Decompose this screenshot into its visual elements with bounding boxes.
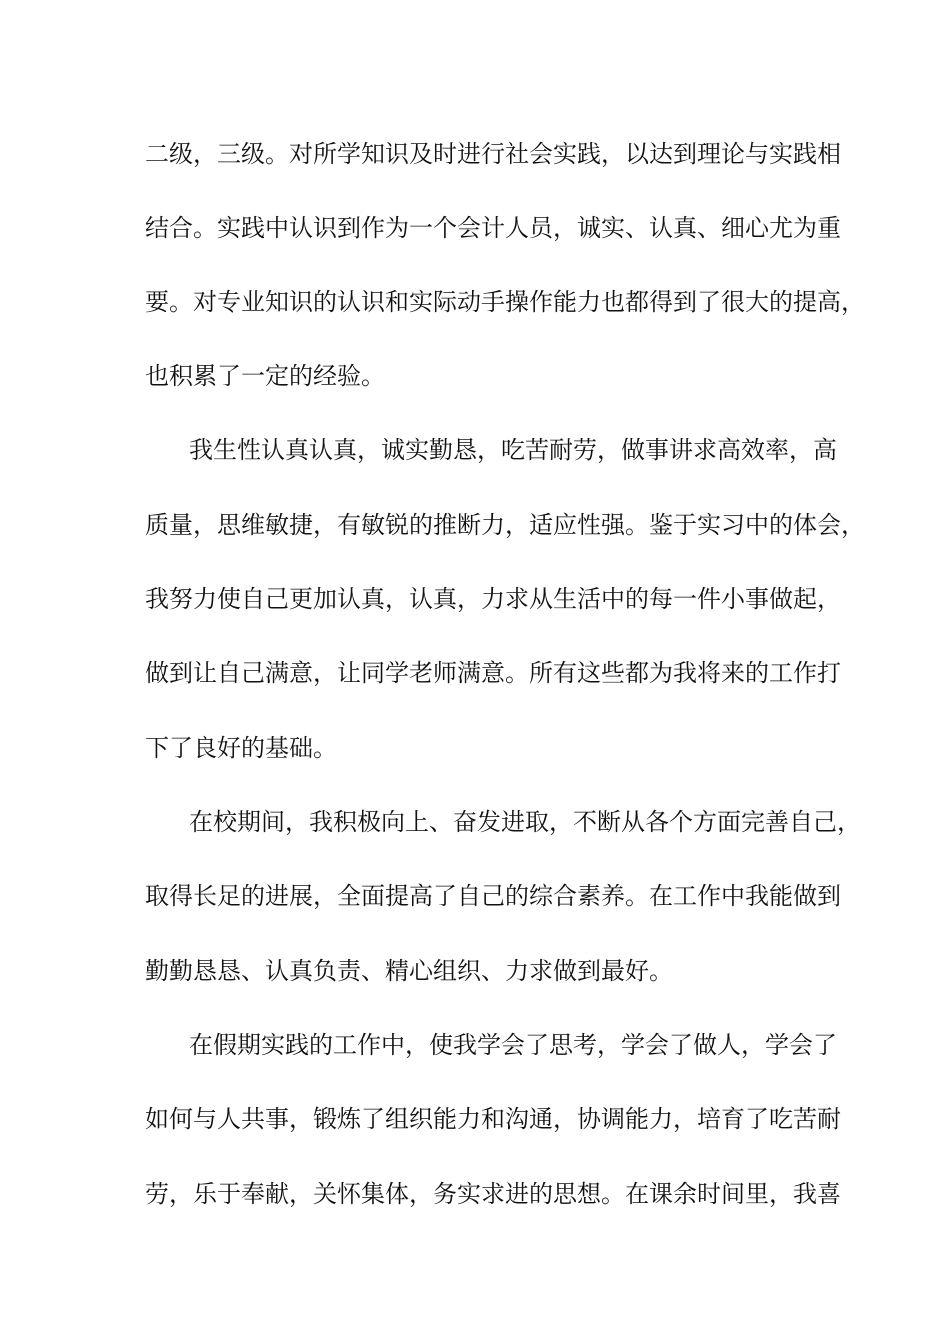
paragraph-first-line: 在假期实践的工作中，使我学会了思考，学会了做人，学会了 <box>189 1031 837 1059</box>
text-line: 要。对专业知识的认识和实际动手操作能力也都得到了很大的提高， <box>145 288 865 316</box>
text-line: 劳，乐于奉献，关怀集体，务实求进的思想。在课余时间里，我喜 <box>145 1180 841 1208</box>
paragraph-first-line: 我生性认真认真，诚实勤恳，吃苦耐劳，做事讲求高效率，高 <box>189 436 837 464</box>
text-line: 下了良好的基础。 <box>145 734 337 762</box>
text-line: 也积累了一定的经验。 <box>145 362 385 390</box>
text-line: 取得长足的进展，全面提高了自己的综合素养。在工作中我能做到 <box>145 882 841 910</box>
text-line: 如何与人共事，锻炼了组织能力和沟通，协调能力，培育了吃苦耐 <box>145 1105 841 1133</box>
text-line: 质量，思维敏捷，有敏锐的推断力，适应性强。鉴于实习中的体会， <box>145 511 865 539</box>
text-line: 结合。实践中认识到作为一个会计人员，诚实、认真、细心尤为重 <box>145 214 841 242</box>
text-line: 做到让自己满意，让同学老师满意。所有这些都为我将来的工作打 <box>145 659 841 687</box>
paragraph-first-line: 在校期间，我积极向上、奋发进取，不断从各个方面完善自己， <box>189 808 861 836</box>
text-line: 我努力使自己更加认真，认真，力求从生活中的每一件小事做起， <box>145 585 841 613</box>
text-line: 二级，三级。对所学知识及时进行社会实践，以达到理论与实践相 <box>145 140 841 168</box>
text-line: 勤勤恳恳、认真负责、精心组织、力求做到最好。 <box>145 957 673 985</box>
